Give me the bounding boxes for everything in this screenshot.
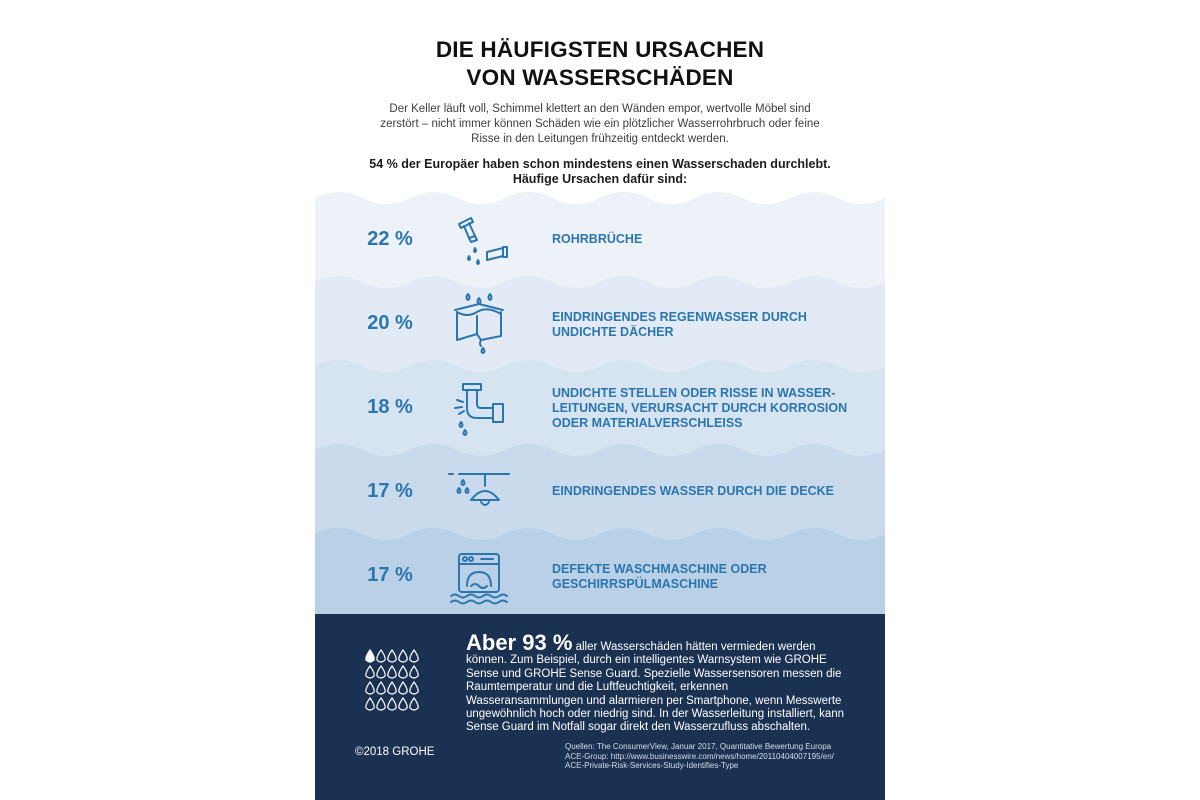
drop-icon bbox=[388, 650, 396, 662]
cause-row-2 bbox=[315, 282, 885, 362]
stat-line-2: Häufige Ursachen dafür sind: bbox=[512, 172, 688, 186]
footer-panel bbox=[315, 614, 885, 800]
drop-icon bbox=[399, 666, 407, 678]
footer-body: aller Wasserschäden hätten vermieden werden können. Zum Beispiel, durch ein intelligentes Warnsystem wie GROHE Sense und GROHE Sense Guard. Spezielle Wassersensoren messen die Raumtemperatur und die Luftfeuchtigkeit, erkennen Wasseransammlungen und alarmieren per Smartphone, wenn Messwerte ungewöhnlich hoch oder niedrig sind. In der Wasserleitung installiert, kann Sense Guard im Notfall sogar direkt den Wasserzufluss abschalten. bbox=[466, 641, 845, 734]
drop-icon bbox=[399, 650, 407, 662]
cause-percent-1: 22 % bbox=[367, 228, 413, 250]
drop-icon bbox=[410, 698, 418, 710]
washing-machine-icon bbox=[447, 544, 511, 608]
sources-line-3: ACE-Private-Risk-Services-Study-Identifies-Type bbox=[565, 761, 739, 770]
drop-icon bbox=[366, 698, 374, 710]
cracked-pipe-icon bbox=[447, 378, 511, 442]
drop-icon bbox=[410, 666, 418, 678]
sources-line-1: Quellen: The ConsumerView, Januar 2017, Quantitative Bewertung Europa bbox=[565, 742, 832, 751]
cause-label-2: EINDRINGENDES REGENWASSER DURCH UNDICHTE DÄCHER bbox=[552, 310, 807, 339]
drop-icon bbox=[399, 682, 407, 694]
footer-highlight: Aber 93 % bbox=[466, 630, 573, 655]
drops-icon-grid bbox=[365, 646, 425, 716]
cause-row-1 bbox=[315, 198, 885, 278]
broken-pipe-icon bbox=[447, 210, 511, 274]
cause-row-4 bbox=[315, 450, 885, 530]
copyright: ©2018 GROHE bbox=[355, 746, 435, 758]
drop-icon bbox=[377, 698, 385, 710]
cause-label-4: EINDRINGENDES WASSER DURCH DIE DECKE bbox=[552, 484, 834, 498]
stat-line-1: 54 % der Europäer haben schon mindestens einen Wasserschaden durchlebt. bbox=[369, 157, 831, 171]
intro-text: Der Keller läuft voll, Schimmel klettert an den Wänden empor, wertvolle Möbel sind zerstört – nicht immer können Schäden wie ein plötzlicher Wasserrohrbruch oder feine Risse in den Leitungen frühzeitig entdeckt werden. bbox=[380, 103, 820, 145]
drop-icon bbox=[366, 666, 374, 678]
sources bbox=[565, 742, 865, 771]
drop-icon bbox=[410, 650, 418, 662]
cause-label-1: ROHRBRÜCHE bbox=[552, 232, 643, 246]
drop-icon bbox=[388, 698, 396, 710]
sources-line-2: ACE-Group: http://www.businesswire.com/news/home/20110404007195/en/ bbox=[565, 751, 834, 761]
title-line-1: DIE HÄUFIGSTEN URSACHEN bbox=[435, 37, 765, 62]
cause-percent-3: 18 % bbox=[367, 396, 413, 418]
cause-percent-2: 20 % bbox=[367, 312, 413, 334]
drop-icon bbox=[377, 682, 385, 694]
drop-icon bbox=[366, 650, 374, 662]
drop-icon bbox=[410, 682, 418, 694]
drop-icon bbox=[388, 682, 396, 694]
title-line-2: VON WASSERSCHÄDEN bbox=[466, 65, 734, 90]
leaking-roof-icon bbox=[447, 290, 511, 354]
drop-icon bbox=[399, 698, 407, 710]
cause-label-3: UNDICHTE STELLEN ODER RISSE IN WASSER-LEITUNGEN, VERURSACHT DURCH KORROSION ODER MATERIALVERSCHLEISS bbox=[552, 386, 848, 430]
cause-row-5 bbox=[315, 534, 885, 614]
ceiling-leak-icon bbox=[447, 460, 511, 524]
drop-icon bbox=[377, 666, 385, 678]
footer-text bbox=[466, 632, 846, 735]
cause-percent-4: 17 % bbox=[367, 480, 413, 502]
cause-label-5: DEFEKTE WASCHMASCHINE ODER GESCHIRRSPÜLMASCHINE bbox=[552, 562, 767, 591]
drop-icon bbox=[366, 682, 374, 694]
cause-row-3 bbox=[315, 366, 885, 446]
drop-icon bbox=[377, 650, 385, 662]
drop-icon bbox=[388, 666, 396, 678]
cause-percent-5: 17 % bbox=[367, 564, 413, 586]
